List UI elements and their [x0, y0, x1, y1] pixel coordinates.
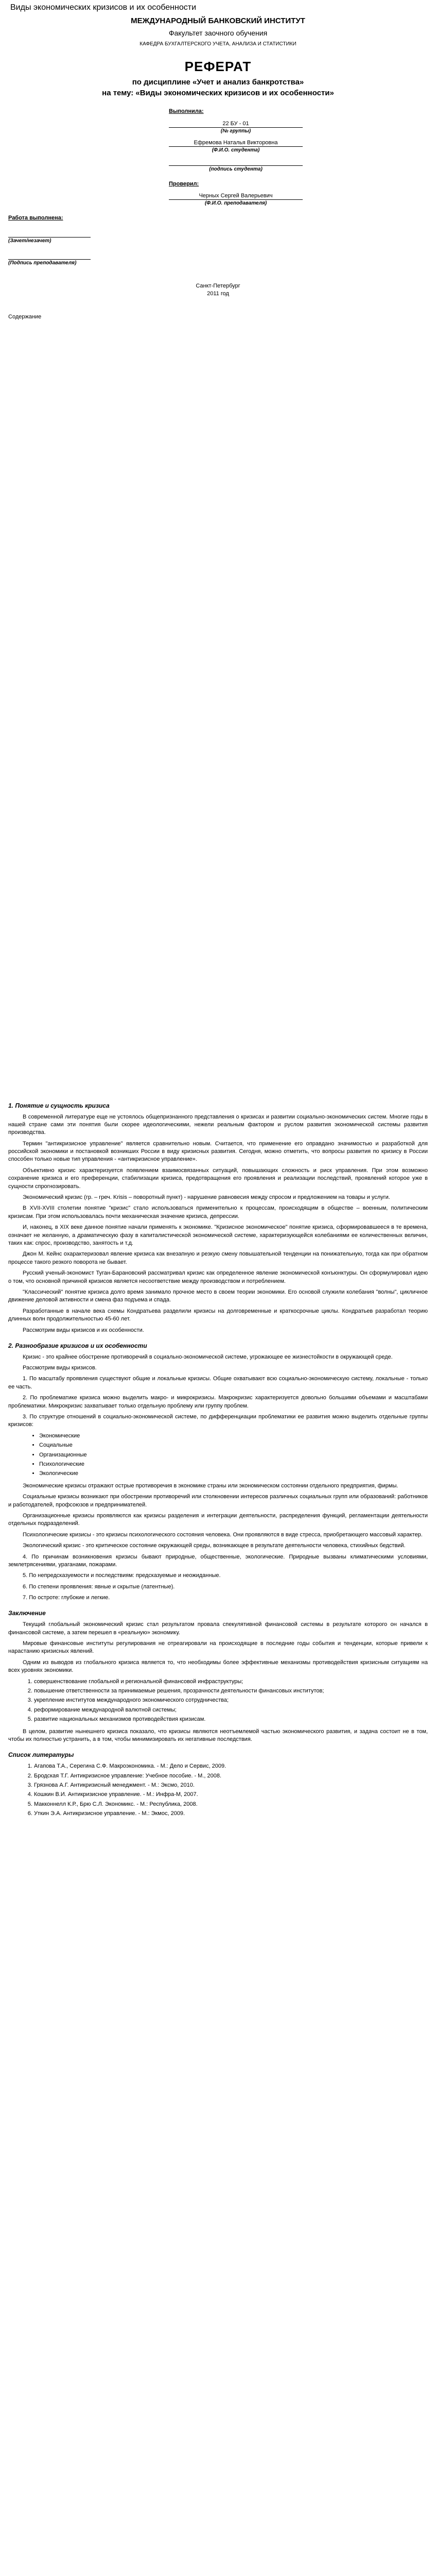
paragraph: Рассмотрим виды кризисов.	[23, 1365, 97, 1371]
student-name: Ефремова Наталья Викторовна	[169, 139, 303, 147]
paragraph: Объективно кризис характеризуется появлением взаимосвязанных ситуаций, повышающих сложность и риск управления. При этом возможно сохранение кризиса и его преференции, стабилизации кризиса, предотвращения его проявления и реализации последствий, проявлений которое уже в сущности спрогнозировать.	[8, 1167, 428, 1190]
list-item: • Психологические	[39, 1461, 428, 1468]
document-page	[0, 2, 436, 1818]
paragraph: Одним из выводов из глобального кризиса является то, что необходимы более эффективные механизмы противодействия кризисным ситуациям на всех уровнях экономики.	[8, 1659, 428, 1674]
bibliography-item: 2. Бродская Т.Г. Антикризисное управление: Учебное пособие. - М., 2008.	[34, 1772, 428, 1780]
referat-label: РЕФЕРАТ	[184, 58, 252, 74]
bibliography-item: 6. Уткин Э.А. Антикризисное управление. - М.: Экмос, 2009.	[34, 1810, 428, 1818]
paragraph: Термин "антикризисное управление" является сравнительно новым. Считается, что применение его оправдано значимостью и разработкой для российской экономики и постановкой возникших России в виду кризисных развития. Сегодня, можно отметить, что вопросы развития по кризису в России способен только новые тип управления - «антикризисное управление».	[8, 1140, 428, 1163]
bullet-list	[39, 1432, 428, 1478]
list-item: 4. реформирование международной валютной системы;	[34, 1706, 428, 1714]
student-hint: (Ф.И.О. студента)	[212, 147, 260, 153]
topic-line: на тему: «Виды экономических кризисов и их особенности»	[102, 89, 334, 98]
paragraph: Социальные кризисы возникают при обострении противоречий или столкновении интересов различных социальных групп или образований: работников и работодателей, профсоюзов и предпринимателей.	[8, 1494, 428, 1508]
group-value: 22 БУ - 01	[169, 120, 303, 128]
paragraph: Организационные кризисы проявляются как кризисы разделения и интеграции деятельности, распределения функций, регламентации деятельности отдельных подразделений.	[8, 1512, 428, 1527]
paragraph: В XVII-XVIII столетии понятие "кризис" стало использоваться применительно к процессам, происходящим в обществе – военным, политическим кризисам. При этом использовалась почти механическая значение кризиса, депрессии.	[8, 1205, 428, 1219]
section-heading: 2. Разнообразие кризисов и их особенности	[8, 1342, 147, 1349]
paragraph: 7. По остроте: глубокие и легкие.	[23, 1595, 110, 1601]
bibliography-heading: Список литературы	[8, 1751, 74, 1759]
list-item: 5. развитие национальных механизмов противодействия кризисам.	[34, 1716, 428, 1723]
paragraph: Экономические кризисы отражают острые противоречия в экономике страны или экономическом состоянии отдельного предприятия, фирмы.	[23, 1482, 398, 1489]
paragraph: 5. По непредсказуемости и последствиям: предсказуемые и неожиданные.	[23, 1572, 221, 1579]
document-body	[8, 1101, 428, 1744]
paragraph: 1. По масштабу проявления существуют общие и локальные кризисы. Общие охватывают всю социально-экономическую систему, локальные - только ее часть.	[8, 1376, 428, 1390]
numbered-list	[34, 1678, 428, 1724]
student-signature-line	[169, 158, 303, 166]
paragraph: 4. По причинам возникновения кризисы бывают природные, общественные, экологические. Природные вызваны климатическими условиями, землетрясениями, ураганами, пожарами.	[8, 1553, 428, 1568]
discipline-line: по дисциплине «Учет и анализ банкротства»	[132, 78, 304, 87]
signature-hint: (подпись студента)	[209, 166, 263, 172]
paragraph: Психологические кризисы - это кризисы психологического состояния человека. Они проявляются в виде стресса, приобретающего массовый характер.	[23, 1531, 423, 1538]
list-item: • Экономические	[39, 1432, 428, 1440]
paragraph: Кризис - это крайнее обострение противоречий в социально-экономической системе, угрожающее ее жизнестойкости в окружающей среде.	[23, 1353, 393, 1360]
blank-space	[8, 321, 428, 1094]
list-item: 2. повышение ответственности за принимаемые решения, прозрачности деятельности финансовых институтов;	[34, 1687, 428, 1695]
paragraph: 2. По проблематике кризиса можно выделить макро- и микрокризисы. Макрокризис характеризуется довольно большими объемами и масштабами проблематики. Микрокризис захватывает только отдельную проблему или группу проблем.	[8, 1395, 428, 1409]
list-item: 3. укрепление институтов международного экономического сотрудничества;	[34, 1697, 428, 1704]
paragraph: Рассмотрим виды кризисов и их особенности.	[23, 1327, 144, 1333]
toc-label: Содержание	[8, 314, 42, 320]
city: Санкт-Петербург	[196, 282, 240, 289]
paragraph: Русский ученый-экономист Туган-Барановский рассматривал кризис как определенное явление экономической конъюнктуры. Он сформулировал идею о том, что основной причиной кризисов является несоответствие между производством и потреблением.	[8, 1270, 428, 1284]
teacher-sign-hint: (Подпись преподавателя)	[8, 260, 77, 266]
teacher-name: Черных Сергей Валерьевич	[169, 192, 303, 200]
section-heading: Заключение	[8, 1609, 46, 1617]
bibliography-item: 5. Макконнелл К.Р., Брю С.Л. Экономикс. - М.: Республика, 2008.	[34, 1801, 428, 1808]
bibliography-list	[34, 1762, 428, 1818]
list-item: • Социальные	[39, 1442, 428, 1449]
paragraph: Экологический кризис - это критическое состояние окружающей среды, возникающее в результате деятельности человека, стихийных бедствий.	[23, 1543, 406, 1549]
paragraph: "Классический" понятие кризиса долго время занимало прочное место в своем теории экономики. Его основой служили колебания "волны", цикличное движение деловой активности и смена фаз подъема и спада.	[8, 1289, 428, 1303]
faculty-name: Факультет заочного обучения	[168, 29, 268, 38]
paragraph: Джон М. Кейнс охарактеризовал явление кризиса как внезапную и резкую смену повышательной тенденции на понижательную, тогда как при обратном процессе такого резкого поворота не бывает.	[8, 1251, 428, 1265]
section-heading: 1. Понятие и сущность кризиса	[8, 1101, 110, 1109]
year: 2011 год	[207, 290, 229, 297]
paragraph: В целом, развитие нынешнего кризиса показало, что кризисы являются неотъемлемой частью экономического развития, и задача состоит не в том, чтобы их полностью устранить, а в том, чтобы минимизировать их негативные последствия.	[8, 1728, 428, 1742]
list-item: 1. совершенствование глобальной и региональной финансовой инфраструктуры;	[34, 1678, 428, 1686]
grade-block	[8, 214, 91, 266]
bibliography-item: 3. Грязнова А.Г. Антикризисный менеджмент. - М.: Эксмо, 2010.	[34, 1782, 428, 1789]
list-item: • Организационные	[39, 1451, 428, 1459]
teacher-sign-line	[8, 252, 91, 260]
checked-label: Проверил:	[169, 180, 199, 187]
teacher-hint: (Ф.И.О. преподавателя)	[204, 200, 267, 207]
list-item: • Экологические	[39, 1470, 428, 1478]
institute-name: МЕЖДУНАРОДНЫЙ БАНКОВСКИЙ ИНСТИТУТ	[131, 16, 305, 26]
paragraph: В современной литературе еще не устоялось общепризнанного представления о кризисах и развитии социально-экономических систем. Многие годы в нашей стране сами эти понятия были скорее идеологическими, нежели реальным фактором и руслом развития экономической системы развития производства.	[8, 1113, 428, 1136]
paragraph: Мировые финансовые институты регулирования не отреагировали на происходящие в последние годы события и тенденции, которые привели к нарастанию кризисных явлений.	[8, 1640, 428, 1655]
bibliography-item: 4. Кошкин В.И. Антикризисное управление. - М.: Инфра-М, 2007.	[34, 1791, 428, 1799]
performed-label: Выполнила:	[169, 108, 204, 115]
grade-hint: (Зачет/незачет)	[8, 238, 51, 244]
grade-line	[8, 230, 91, 238]
paragraph: 3. По структуре отношений в социально-экономической системе, по дифференциации проблематики ее развития можно выделить отдельные группы кризисов:	[8, 1414, 428, 1428]
paragraph: Разработанные в начале века схемы Кондратьева разделили кризисы на долговременные и краткосрочные циклы. Кондратьев разработал теорию длинных волн продолжительностью 45-60 лет.	[8, 1308, 428, 1323]
bibliography-item: 1. Агапова Т.А., Серегина С.Ф. Макроэкономика. - М.: Дело и Сервис, 2009.	[34, 1762, 428, 1770]
document-title: Виды экономических кризисов и их особенности	[10, 3, 197, 12]
paragraph: Текущий глобальный экономический кризис стал результатом провала спекулятивной финансовой системы в результате которого он начался в финансовой системе, а затем перешел в «реальную» экономику.	[8, 1621, 428, 1636]
author-block	[169, 108, 303, 207]
department-name: КАФЕДРА БУХГАЛТЕРСКОГО УЧЕТА, АНАЛИЗА И СТАТИСТИКИ	[139, 41, 297, 47]
paragraph: Экономический кризис (гр. – греч. Krisis – поворотный пункт) - нарушение равновесия между спросом и предложением на товары и услуги.	[23, 1194, 390, 1201]
paragraph: 6. По степени проявления: явные и скрытые (латентные).	[23, 1583, 175, 1590]
group-hint: (№ группы)	[220, 128, 251, 134]
work-label: Работа выполнена:	[8, 215, 63, 222]
paragraph: И, наконец, в XIX веке данное понятие начали применять к экономике. "Кризисное экономическое" понятие кризиса, сформировавшееся в те времена, означает не желанную, а драматическую фазу в капиталистической экономической системе, характеризующейся колебаниями ее количественных величин, таких как: спрос, производство, занятость и т.д.	[8, 1224, 428, 1246]
